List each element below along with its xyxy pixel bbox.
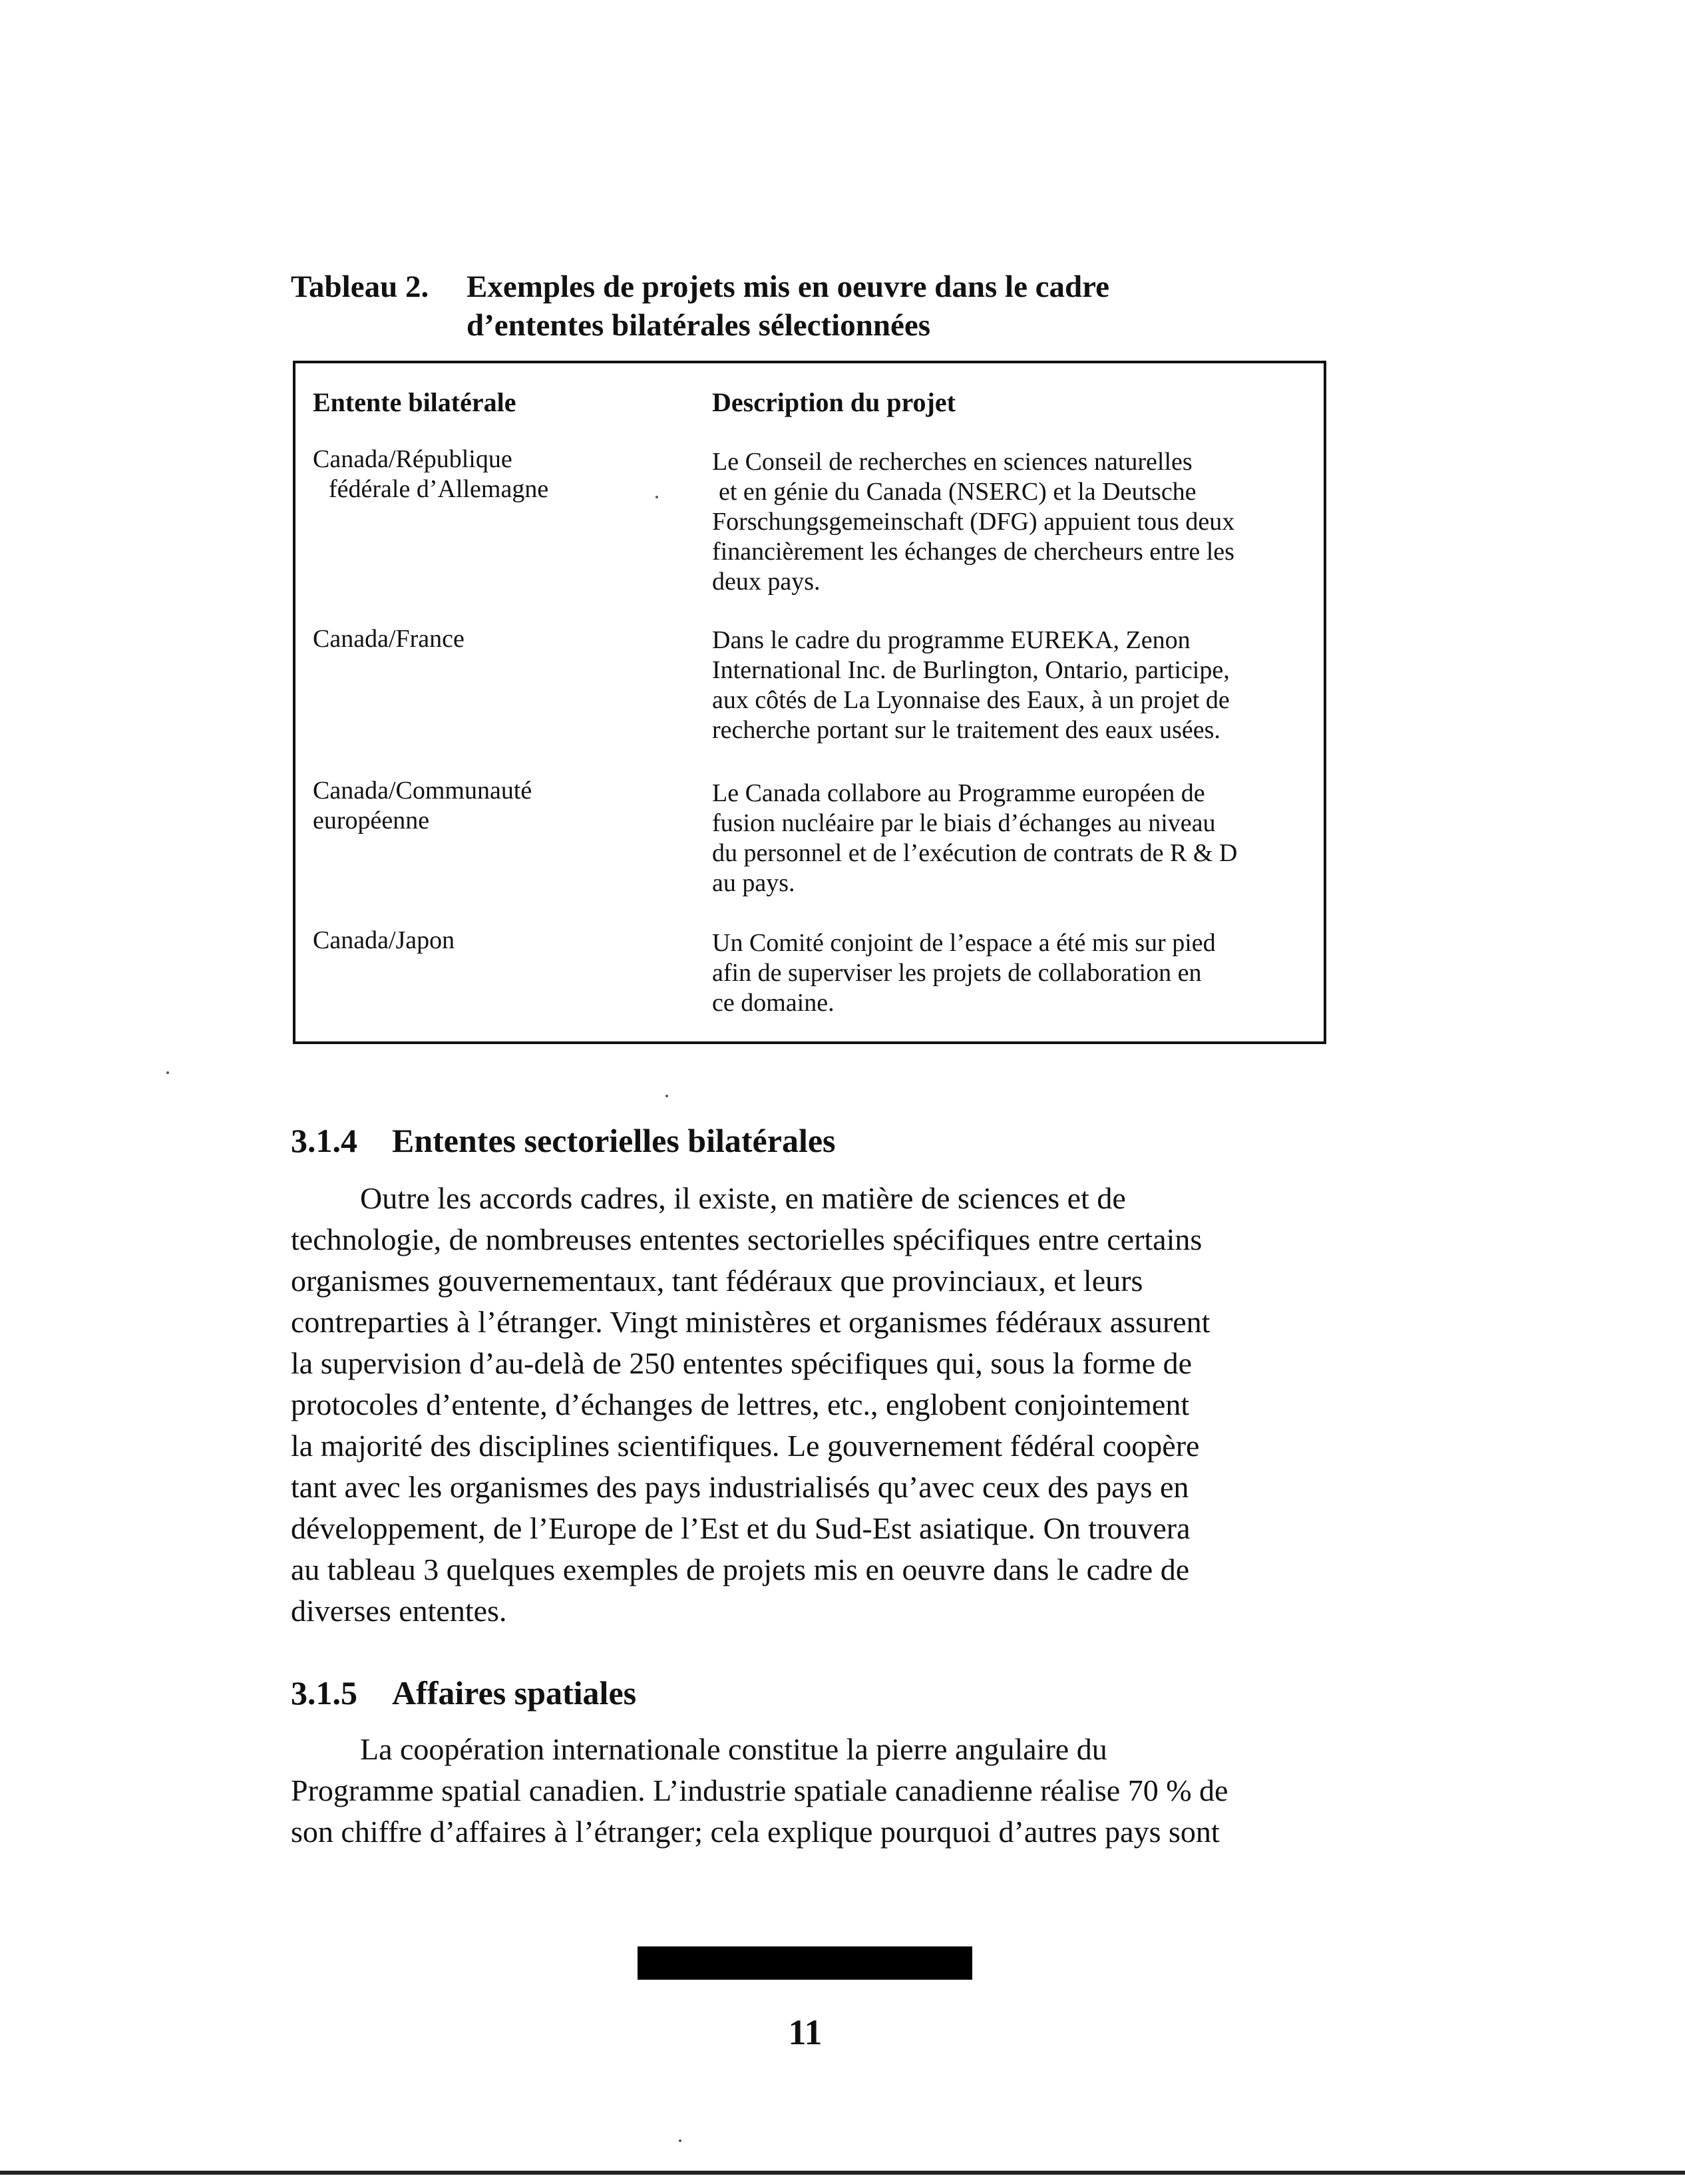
cell-line: deux pays.	[712, 568, 821, 596]
cell-line: ce domaine.	[712, 989, 835, 1017]
cell-line: recherche portant sur le traitement des eaux usées.	[712, 716, 1220, 744]
cell-line: Canada/Japon	[313, 926, 455, 954]
projects-table	[293, 361, 1326, 1044]
scan-speck	[665, 1095, 668, 1097]
section-heading-314	[291, 1121, 835, 1161]
page-number: 11	[788, 2012, 823, 2052]
table-cell-description	[712, 626, 1311, 745]
paragraph-line: tant avec les organismes des pays industrialisés qu’avec ceux des pays en	[291, 1470, 1189, 1504]
table-caption	[291, 268, 1356, 345]
paragraph-line: La coopération internationale constitue la pierre angulaire du	[360, 1732, 1107, 1766]
paragraph-line: diverses ententes.	[291, 1594, 507, 1628]
cell-line: fusion nucléaire par le biais d’échanges au niveau	[712, 809, 1216, 837]
cell-line: fédérale d’Allemagne	[329, 475, 549, 503]
paragraph-line: contreparties à l’étranger. Vingt ministères et organismes fédéraux assurent	[291, 1305, 1211, 1339]
section-title: Affaires spatiales	[392, 1674, 637, 1712]
section-number: 3.1.5	[291, 1674, 357, 1712]
paragraph-line: Outre les accords cadres, il existe, en matière de sciences et de	[360, 1181, 1126, 1215]
section-315-paragraph	[291, 1729, 1342, 1853]
table-cell-agreement	[313, 624, 685, 654]
table-cell-description	[712, 928, 1311, 1018]
scan-speck	[679, 2139, 681, 2142]
cell-line: Canada/Communauté	[313, 777, 532, 805]
cell-line: International Inc. de Burlington, Ontario, participe,	[712, 656, 1230, 684]
scan-speck	[166, 1071, 169, 1074]
paragraph-line: organismes gouvernementaux, tant fédéraux que provinciaux, et leurs	[291, 1264, 1143, 1298]
paragraph-line: au tableau 3 quelques exemples de projets mis en oeuvre dans le cadre de	[291, 1552, 1190, 1586]
table-header-agreement: Entente bilatérale	[313, 387, 516, 417]
cell-line: Forschungsgemeinschaft (DFG) appuient tous deux	[712, 508, 1235, 536]
cell-line: Un Comité conjoint de l’espace a été mis sur pied	[712, 929, 1216, 957]
paragraph-line: Programme spatial canadien. L’industrie spatiale canadienne réalise 70 % de	[291, 1773, 1228, 1807]
section-heading-315	[291, 1673, 636, 1713]
cell-line: afin de superviser les projets de collaboration en	[712, 959, 1202, 987]
table-cell-description	[712, 447, 1311, 597]
footer-bar	[638, 1946, 972, 1980]
table-cell-description	[712, 779, 1311, 898]
cell-line: Dans le cadre du programme EUREKA, Zenon	[712, 626, 1191, 654]
cell-line: financièrement les échanges de chercheurs entre les	[712, 538, 1234, 566]
section-314-paragraph	[291, 1178, 1342, 1632]
paragraph-line: développement, de l’Europe de l’Est et du Sud-Est asiatique. On trouvera	[291, 1511, 1191, 1545]
scan-edge-line	[0, 2171, 1685, 2175]
cell-line: et en génie du Canada (NSERC) et la Deutsche	[719, 478, 1197, 506]
cell-line: du personnel et de l’exécution de contrats de R & D	[712, 839, 1238, 867]
table-cell-agreement	[313, 445, 685, 504]
cell-line: Le Conseil de recherches en sciences naturelles	[712, 448, 1193, 476]
section-title: Ententes sectorielles bilatérales	[392, 1122, 836, 1159]
paragraph-line: la supervision d’au-delà de 250 ententes spécifiques qui, sous la forme de	[291, 1346, 1193, 1380]
cell-line: Le Canada collabore au Programme européen de	[712, 779, 1205, 807]
paragraph-line: son chiffre d’affaires à l’étranger; cela explique pourquoi d’autres pays sont	[291, 1815, 1220, 1849]
table-caption-label: Tableau 2.	[291, 270, 429, 304]
paragraph-line: technologie, de nombreuses ententes sectorielles spécifiques entre certains	[291, 1222, 1203, 1256]
table-caption-line1: Exemples de projets mis en oeuvre dans le cadre	[467, 270, 1110, 304]
scan-speck	[655, 496, 658, 498]
table-header-description: Description du projet	[712, 387, 956, 417]
table-cell-agreement	[313, 926, 685, 956]
cell-line: européenne	[313, 807, 430, 834]
table-cell-agreement	[313, 776, 685, 836]
cell-line: Canada/France	[313, 625, 465, 653]
cell-line: au pays.	[712, 869, 795, 897]
cell-line: Canada/République	[313, 445, 512, 473]
section-number: 3.1.4	[291, 1122, 357, 1159]
paragraph-line: la majorité des disciplines scientifiques. Le gouvernement fédéral coopère	[291, 1429, 1200, 1463]
table-caption-line2: d’ententes bilatérales sélectionnées	[467, 308, 931, 343]
paragraph-line: protocoles d’entente, d’échanges de lettres, etc., englobent conjointement	[291, 1387, 1190, 1421]
cell-line: aux côtés de La Lyonnaise des Eaux, à un projet de	[712, 686, 1230, 714]
